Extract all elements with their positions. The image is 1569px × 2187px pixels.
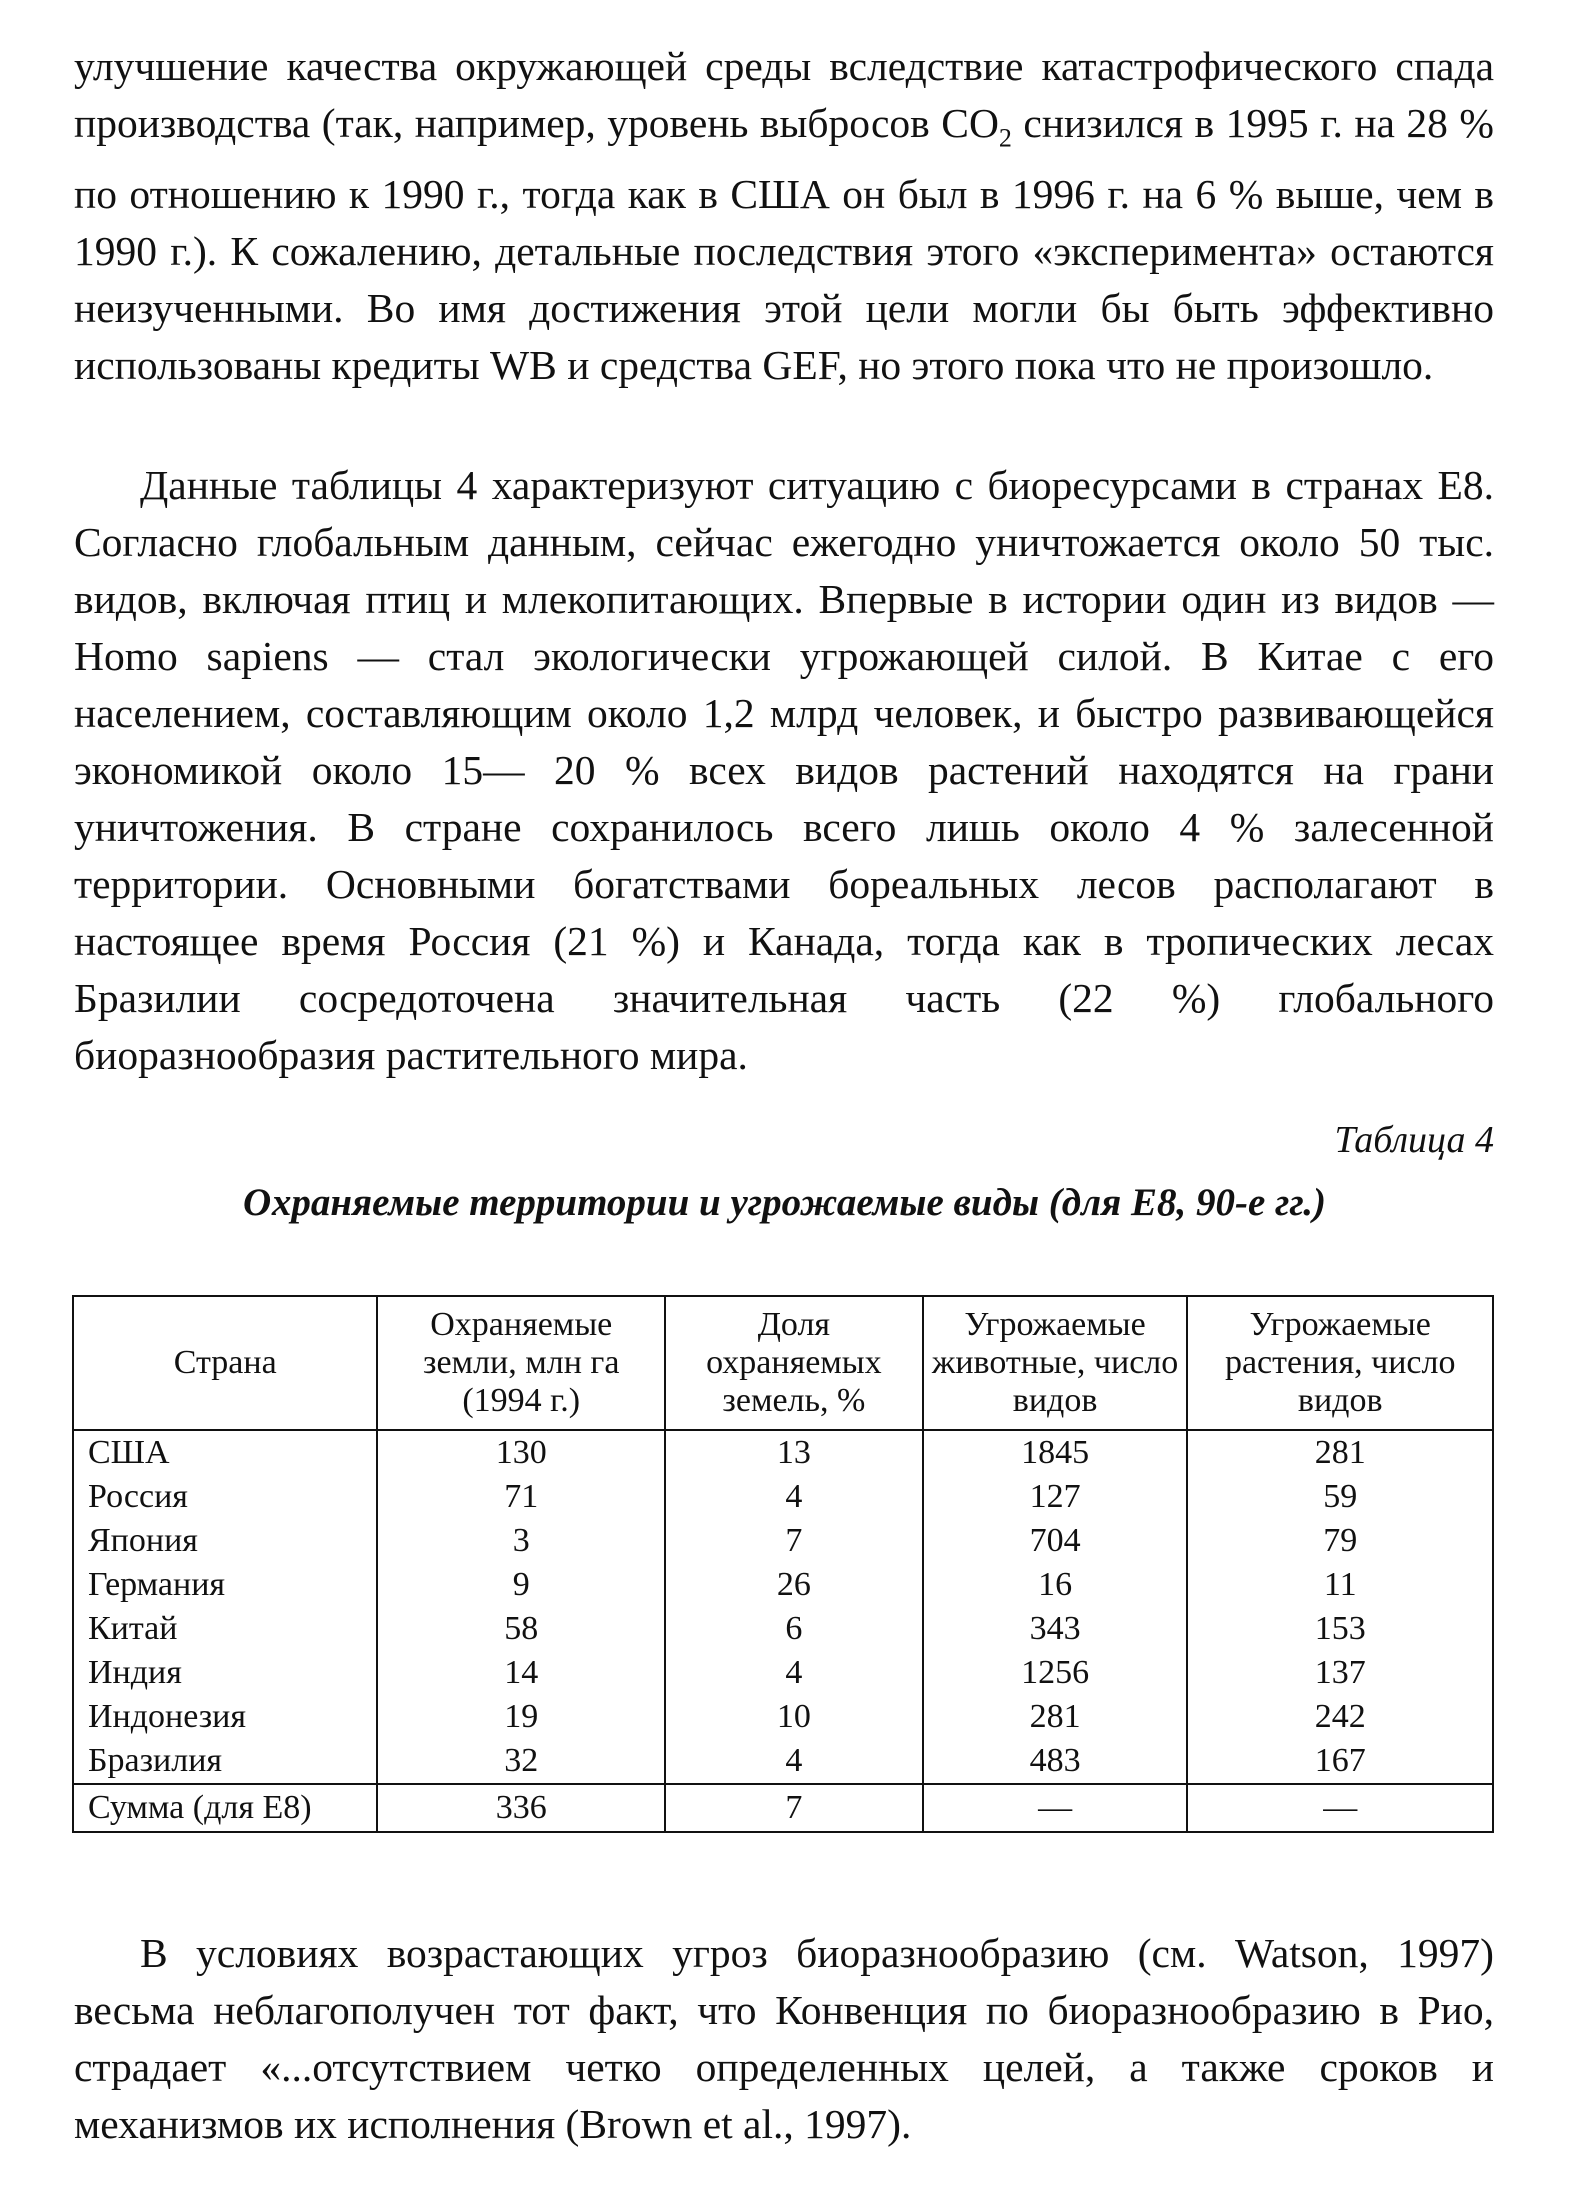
header-protected-land: Охраняемые земли, млн га (1994 г.) (377, 1296, 665, 1430)
table-row (73, 1519, 1493, 1563)
table-row (73, 1695, 1493, 1739)
cell-protected-share: 4 (665, 1651, 923, 1695)
cell-threatened-animals: 1845 (923, 1430, 1188, 1475)
header-threatened-animals: Угрожаемые животные, число видов (923, 1296, 1188, 1430)
cell-threatened-animals: 127 (923, 1475, 1188, 1519)
cell-sum-protected-land: 336 (377, 1784, 665, 1832)
cell-country: Бразилия (73, 1739, 377, 1784)
cell-country: Китай (73, 1607, 377, 1651)
table-sum-row (73, 1784, 1493, 1832)
table-row (73, 1739, 1493, 1784)
paragraph-1-text-cont: снизился в 1995 г. на 28 % по отношению к 1990 г., тогда как в США он был в 1996 г. на 6 % выше, чем в 1990 г.). К сожалению, детальные последствия этого «эксперимента» остаются неизученными. Во имя достижения этой цели могли бы быть эффективно использованы кредиты WB и средства GEF, но этого пока что не произошло. (74, 100, 1494, 389)
cell-sum-threatened-plants: — (1187, 1784, 1493, 1832)
cell-threatened-plants: 153 (1187, 1607, 1493, 1651)
cell-protected-share: 7 (665, 1519, 923, 1563)
cell-protected-land: 19 (377, 1695, 665, 1739)
cell-protected-share: 10 (665, 1695, 923, 1739)
cell-threatened-plants: 59 (1187, 1475, 1493, 1519)
cell-threatened-plants: 11 (1187, 1563, 1493, 1607)
cell-country: Германия (73, 1563, 377, 1607)
cell-threatened-animals: 281 (923, 1695, 1188, 1739)
cell-protected-land: 3 (377, 1519, 665, 1563)
cell-sum-threatened-animals: — (923, 1784, 1188, 1832)
cell-country: США (73, 1430, 377, 1475)
cell-country: Япония (73, 1519, 377, 1563)
cell-protected-share: 6 (665, 1607, 923, 1651)
paragraph-1-text: улучшение качества окружающей среды вследствие катастрофического спада производства (так, например, уровень выбросов CO (74, 43, 1494, 146)
paragraph-2-text: Данные таблицы 4 характеризуют ситуацию с биоресурсами в странах E8. Согласно глобальным данным, сейчас ежегодно уничтожается около 50 тыс. видов, включая птиц и млекопитающих. Впервые в истории один из видов — Homo sapiens — стал экологически угрожающей силой. В Китае с его населением, составляющим около 1,2 млрд человек, и быстро развивающейся экономикой около 15— 20 % всех видов растений находятся на грани уничтожения. В стране сохранилось всего лишь около 4 % залесенной территории. Основными богатствами бореальных лесов располагают в настоящее время Россия (21 %) и Канада, тогда как в тропических лесах Бразилии сосредоточена значительная часть (22 %) глобального биоразнообразия растительного мира. (74, 462, 1494, 1078)
cell-threatened-plants: 242 (1187, 1695, 1493, 1739)
table-row (73, 1563, 1493, 1607)
paragraph-2 (74, 457, 1494, 1084)
paragraph-1 (74, 38, 1494, 394)
cell-threatened-plants: 167 (1187, 1739, 1493, 1784)
paragraph-3 (74, 1925, 1494, 2153)
header-threatened-plants: Угрожаемые растения, число видов (1187, 1296, 1493, 1430)
table-row (73, 1475, 1493, 1519)
cell-threatened-plants: 137 (1187, 1651, 1493, 1695)
table-row (73, 1430, 1493, 1475)
cell-threatened-plants: 79 (1187, 1519, 1493, 1563)
table-label: Таблица 4 (1334, 1119, 1494, 1161)
cell-protected-land: 130 (377, 1430, 665, 1475)
cell-threatened-animals: 483 (923, 1739, 1188, 1784)
paragraph-3-text: В условиях возрастающих угроз биоразнообразию (см. Watson, 1997) весьма неблагополучен тот факт, что Конвенция по биоразнообразию в Рио, страдает «...отсутствием четко определенных целей, а также сроков и механизмов их исполнения (Brown et al., 1997). (74, 1930, 1494, 2147)
header-protected-share: Доля охраняемых земель, % (665, 1296, 923, 1430)
header-country: Страна (73, 1296, 377, 1430)
cell-country: Россия (73, 1475, 377, 1519)
cell-threatened-animals: 16 (923, 1563, 1188, 1607)
cell-country: Индонезия (73, 1695, 377, 1739)
co2-subscript: 2 (998, 123, 1012, 153)
cell-protected-land: 58 (377, 1607, 665, 1651)
cell-protected-land: 71 (377, 1475, 665, 1519)
cell-protected-share: 4 (665, 1739, 923, 1784)
cell-sum-label: Сумма (для E8) (73, 1784, 377, 1832)
cell-protected-land: 32 (377, 1739, 665, 1784)
cell-protected-share: 13 (665, 1430, 923, 1475)
cell-protected-land: 14 (377, 1651, 665, 1695)
cell-threatened-plants: 281 (1187, 1430, 1493, 1475)
table-title: Охраняемые территории и угрожаемые виды (для E8, 90-е гг.) (242, 1181, 1327, 1224)
table-header-row (73, 1296, 1493, 1430)
table-row (73, 1651, 1493, 1695)
cell-threatened-animals: 343 (923, 1607, 1188, 1651)
cell-threatened-animals: 1256 (923, 1651, 1188, 1695)
cell-sum-protected-share: 7 (665, 1784, 923, 1832)
cell-protected-share: 26 (665, 1563, 923, 1607)
cell-threatened-animals: 704 (923, 1519, 1188, 1563)
table-row (73, 1607, 1493, 1651)
cell-protected-share: 4 (665, 1475, 923, 1519)
cell-protected-land: 9 (377, 1563, 665, 1607)
cell-country: Индия (73, 1651, 377, 1695)
data-table (72, 1295, 1494, 1833)
